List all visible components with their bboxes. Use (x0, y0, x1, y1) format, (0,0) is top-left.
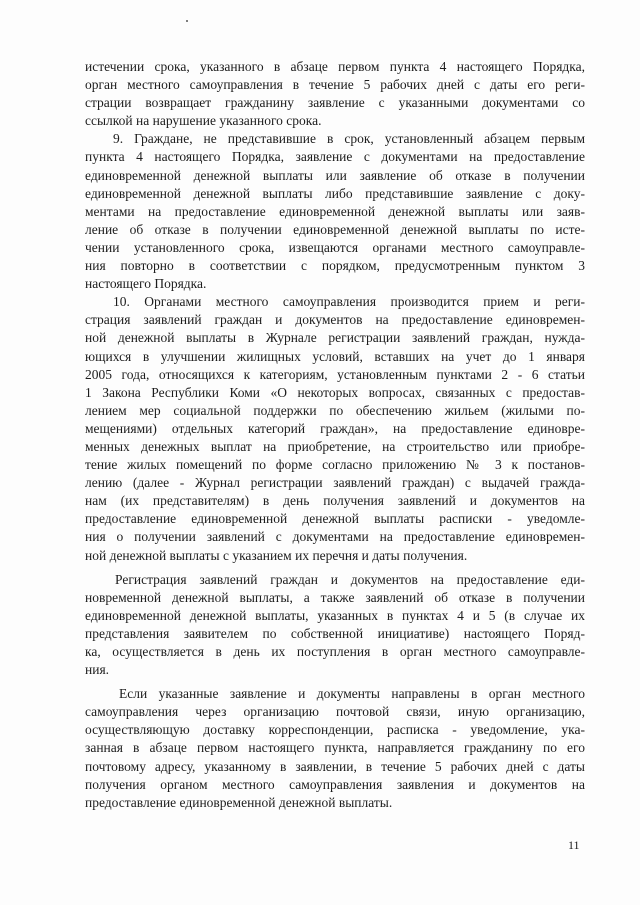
text-line: ющихся в улучшении жилищных условий, вставших на учет до 1 января (85, 348, 585, 364)
text-line: единовременной денежной выплаты или заявление об отказе в получении (85, 167, 585, 183)
page-number: 11 (568, 838, 580, 852)
text-line: ной денежной выплаты в Журнале регистрации заявлений граждан, нужда- (85, 330, 585, 346)
text-line: единовременной денежной выплаты либо представившие заявление с доку- (85, 185, 585, 201)
text-line: мещениями) отдельных категорий граждан», на предоставление единовре- (85, 420, 585, 436)
text-line: предоставление единовременной денежной выплаты расписки - уведомле- (85, 511, 585, 527)
text-line: пункта 4 настоящего Порядка, заявление с документами на предоставление (85, 149, 585, 165)
text-line: страция заявлений граждан и документов на предоставление единовремен- (85, 312, 585, 328)
text-line: почтовому адресу, указанному в заявлении, в течение 5 рабочих дней с даты (85, 758, 585, 774)
text-line: лению (далее - Журнал регистрации заявлений граждан) с выдачей гражда- (85, 475, 585, 491)
text-line: 9. Граждане, не представившие в срок, установленный абзацем первым (113, 131, 585, 147)
text-line: орган местного самоуправления в течение 5 рабочих дней с даты его реги- (85, 77, 585, 93)
document-body (85, 58, 585, 812)
text-line: Регистрация заявлений граждан и документов на предоставление еди- (115, 571, 585, 587)
text-line: ление об отказе в получении единовременной денежной выплаты по исте- (85, 221, 585, 237)
paragraph-item-9 (85, 130, 585, 293)
text-line: ния о получении заявлений с документами на предоставление единовремен- (85, 529, 585, 545)
text-line: единовременной денежной выплаты, указанных в пунктах 4 и 5 (в случае их (85, 607, 585, 623)
text-line: ной денежной выплаты с указанием их перечня и даты получения. (85, 547, 468, 563)
text-line: получения органом местного самоуправления заявления и документов на (85, 776, 585, 792)
text-line: Если указанные заявление и документы направлены в орган местного (119, 686, 585, 702)
text-line: 2005 года, относящихся к категориям, установленным пунктами 2 - 6 статьи (85, 366, 585, 382)
paragraph-postal-submission (85, 685, 585, 812)
text-line: 10. Органами местного самоуправления производится прием и реги- (113, 294, 585, 310)
text-line: ния. (85, 662, 110, 678)
paragraph-registration (85, 571, 585, 680)
text-line: представления заявителем по собственной инициативе) настоящего Поряд- (85, 625, 585, 641)
text-line: предоставление единовременной денежной выплаты. (85, 794, 393, 810)
text-line: менных денежных выплат на приобретение, на строительство или приобре- (85, 438, 585, 454)
text-line: настоящего Порядка. (85, 276, 207, 292)
text-line: ния повторно в соответствии с порядком, предусмотренным пунктом 3 (85, 258, 585, 274)
paragraph-continuation (85, 58, 585, 130)
text-line: ссылкой на нарушение указанного срока. (85, 113, 322, 129)
paragraph-item-10 (85, 293, 585, 564)
text-line: новременной денежной выплаты, а также заявлений об отказе в получении (85, 589, 585, 605)
text-line: занная в абзаце первом настоящего пункта, направляется гражданину по его (85, 740, 585, 756)
scan-speck (186, 20, 188, 22)
text-line: 1 Закона Республики Коми «О некоторых вопросах, связанных с предостав- (85, 384, 585, 400)
text-line: самоуправления через организацию почтовой связи, иную организацию, (85, 704, 585, 720)
text-line: осуществляющую доставку корреспонденции, расписка - уведомление, ука- (85, 722, 585, 738)
text-line: ментами на предоставление единовременной денежной выплаты или заяв- (85, 203, 585, 219)
text-line: ка, осуществляется в день их поступления в орган местного самоуправле- (85, 644, 585, 659)
text-line: тение жилых помещений по форме согласно приложению № 3 к постанов- (85, 457, 585, 473)
text-line: чении установленного срока, извещаются органами местного самоуправле- (85, 239, 585, 255)
text-line: истечении срока, указанного в абзаце первом пункта 4 настоящего Порядка, (85, 59, 585, 74)
text-line: лением мер социальной поддержки по обеспечению жильем (жилыми по- (85, 402, 585, 418)
text-line: страции возвращает гражданину заявление с указанными документами со (85, 95, 585, 111)
text-line: нам (их представителям) в день получения заявлений и документов на (85, 493, 585, 509)
